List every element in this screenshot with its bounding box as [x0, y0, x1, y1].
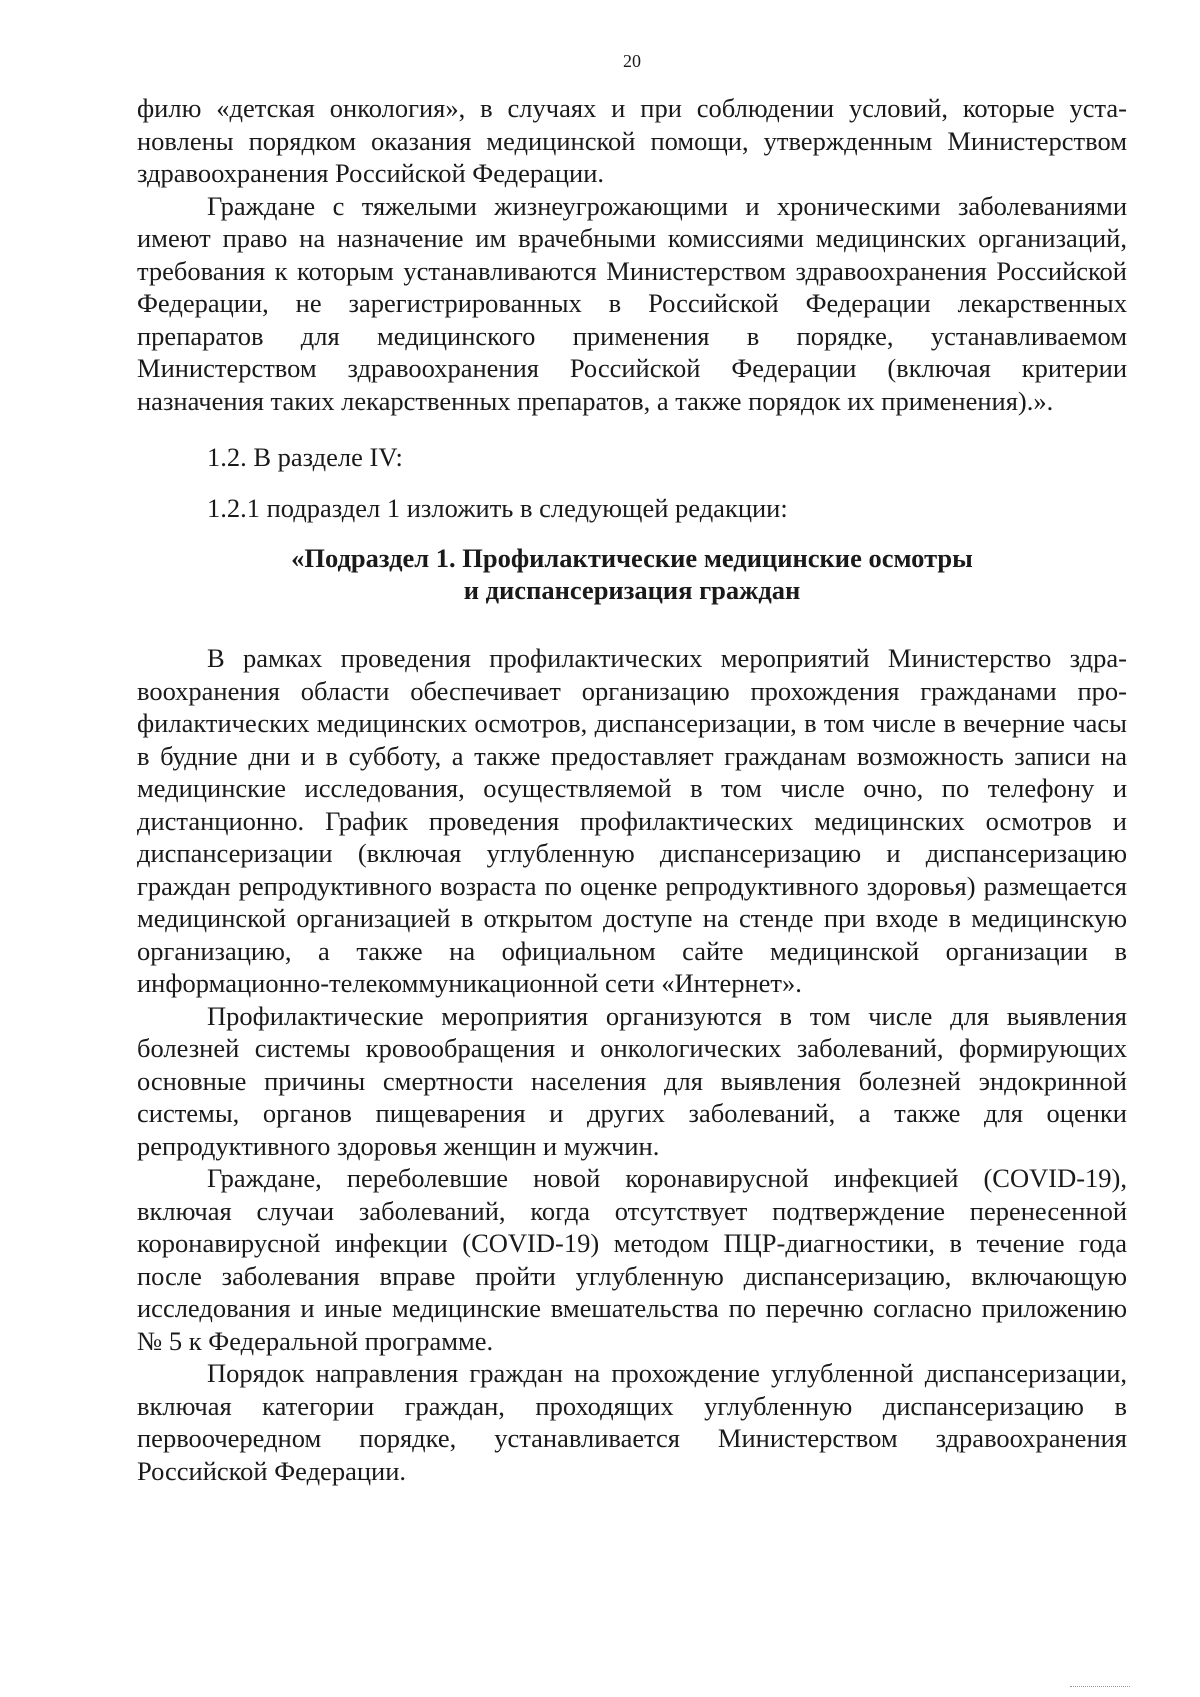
section-heading-line-1: «Подраздел 1. Профилактические медицинские осмотры — [291, 543, 973, 573]
document-body — [137, 92, 1127, 1487]
paragraph-covid: Граждане, переболевшие новой коронавирусной инфекцией (COVID-19), включая случаи заболеваний, когда отсутствует подтверждение перенесенной коронавирусной инфекции (COVID-19) методом ПЦР-диагностики, в течение года после заболевания вправе пройти углубленную диспансеризацию, включающую исследования и иные медицинские вмешательства по перечню согласно приложению № 5 к Федеральной программе. — [137, 1163, 1127, 1356]
paragraph-referral-order: Порядок направления граждан на прохождение углубленной диспансеризации, включая категории граждан, проходящих углубленную диспансеризацию в первоочередном порядке, устанавливается Министерством здравоохранения Российской Федерации. — [137, 1358, 1127, 1486]
item-1-2-1: 1.2.1 подраздел 1 изложить в следующей редакции: — [207, 492, 788, 523]
paragraph-continuation: филю «детская онкология», в случаях и при соблюдении условий, которые установлены порядком оказания медицинской помощи, утвержденным Министерством здравоохранения Российской Федерации. — [137, 93, 1127, 188]
section-heading — [137, 542, 1127, 606]
scan-artifact — [1070, 1678, 1130, 1687]
section-heading-line-2: и диспансеризация граждан — [463, 575, 801, 605]
paragraph-preventive-purpose: Профилактические мероприятия организуются в том числе для выявления болезней системы кровообращения и онкологических заболеваний, формирующих основные причины смертности населения для выявления болезней эндокринной системы, органов пищеварения и других заболеваний, а также для оценки репродуктивного здоровья женщин и мужчин. — [137, 1000, 1127, 1161]
item-1-2: 1.2. В разделе IV: — [207, 442, 403, 472]
paragraph-unregistered-drugs: Граждане с тяжелыми жизнеугрожающими и хроническими заболеваниями имеют право на назначение им врачебными комиссиями медицинских организаций, требования к которым устанавливаются Министерством здравоохранения Российской Федерации, не зарегистрированных в Российской Федерации лекарственных препаратов для медицинского применения в порядке, устанавливаемом Министерством здравоохранения Российской Федерации (включая критерии назначения таких лекарственных препаратов, а также порядок их применения).». — [137, 190, 1127, 416]
paragraph-preventive-measures: В рамках проведения профилактических мероприятий Министерство здравоохранения области обеспечивает организацию прохождения гражданами профилактических медицинских осмотров, диспансеризации, в том числе в вечерние часы в будние дни и в субботу, а также предоставляет гражданам возможность записи на медицинские исследования, осуществляемой в том числе очно, по телефону и дистанционно. График проведения профилактических медицинских осмотров и диспансеризации (включая углубленную диспансеризацию и диспансеризацию граждан репродуктивного возраста по оценке репродуктивного здоровья) размещается медицинской организацией в открытом доступе на стенде при входе в медицинскую организацию, а также на официальном сайте медицинской организации в информационно-телекоммуникационной сети «Интернет». — [137, 643, 1127, 998]
page-number: 20 — [623, 51, 641, 71]
section-body — [137, 642, 1127, 1487]
